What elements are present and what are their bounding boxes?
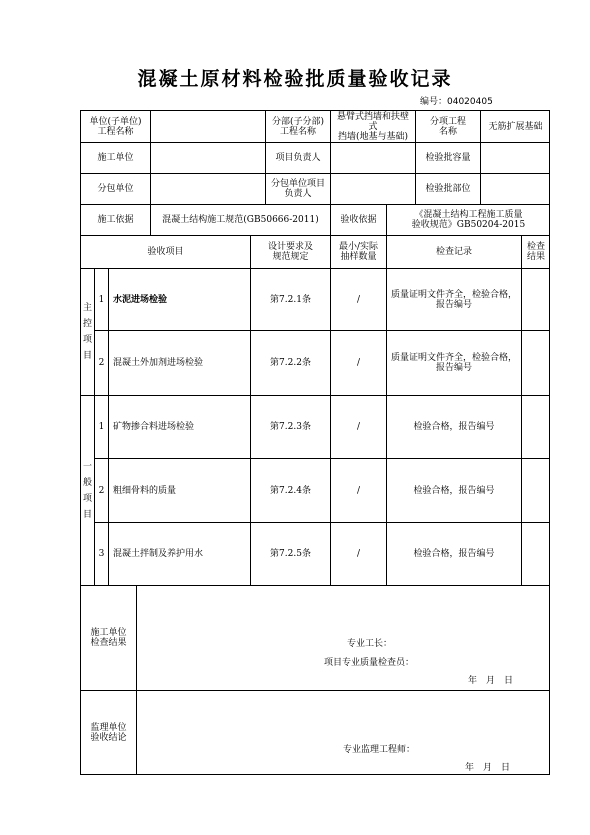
col-record: 检查记录 — [386, 235, 521, 268]
page-title: 混凝土原材料检验批质量验收记录 — [137, 68, 453, 90]
subcontractor-value[interactable] — [150, 173, 265, 204]
row-clause: 第7.2.3条 — [250, 395, 330, 458]
group-main-label: 主 控 项 目 — [80, 268, 94, 395]
location-value[interactable] — [480, 173, 550, 204]
row-result[interactable] — [521, 522, 550, 585]
row-result[interactable] — [521, 268, 550, 330]
basis-value: 混凝土结构施工规范(GB50666-2011) — [150, 204, 330, 235]
manager-label: 项目负责人 — [265, 142, 330, 173]
row-result[interactable] — [521, 395, 550, 458]
accept-basis-label: 验收依据 — [330, 204, 386, 235]
manager-value[interactable] — [330, 142, 415, 173]
sub-manager-value[interactable] — [330, 173, 415, 204]
contractor-label: 施工单位 — [80, 142, 150, 173]
row-record: 质量证明文件齐全，检验合格， 报告编号 — [386, 330, 521, 395]
contractor-value[interactable] — [150, 142, 265, 173]
row-sample: / — [330, 268, 386, 330]
accept-basis-value: 《混凝土结构工程施工质量 验收规范》GB50204-2015 — [386, 204, 550, 235]
table-bottom-border — [80, 774, 550, 775]
subunit-value: 悬臂式挡墙和扶壁式 挡墙(地基与基础) — [330, 110, 415, 142]
row-name: 混凝土拌制及养护用水 — [108, 522, 250, 585]
record-code: 编号：04020405 — [420, 97, 493, 107]
supervision-date: 年 月 日 — [465, 763, 511, 773]
inspector-signature: 项目专业质量检查员： — [324, 658, 415, 668]
row-clause: 第7.2.2条 — [250, 330, 330, 395]
capacity-label: 检验批容量 — [415, 142, 480, 173]
row-name: 混凝土外加剂进场检验 — [108, 330, 250, 395]
subunit-label: 分部(子分部) 工程名称 — [265, 110, 330, 142]
row-no: 1 — [94, 268, 108, 330]
row-sample: / — [330, 522, 386, 585]
row-clause: 第7.2.5条 — [250, 522, 330, 585]
row-clause: 第7.2.4条 — [250, 458, 330, 522]
unit-value[interactable] — [150, 110, 265, 142]
item-label: 分项工程 名称 — [415, 110, 480, 142]
foreman-signature: 专业工长： — [347, 639, 393, 649]
row-record: 质量证明文件齐全，检验合格， 报告编号 — [386, 268, 521, 330]
engineer-signature: 专业监理工程师： — [343, 745, 416, 755]
construction-check-label: 施工单位 检查结果 — [80, 585, 136, 690]
item-value: 无筋扩展基础 — [480, 110, 550, 142]
location-label: 检验批部位 — [415, 173, 480, 204]
row-record: 检验合格，报告编号 — [386, 458, 521, 522]
capacity-value[interactable] — [480, 142, 550, 173]
construction-date: 年 月 日 — [468, 676, 514, 686]
row-record: 检验合格，报告编号 — [386, 395, 521, 458]
row-sample: / — [330, 458, 386, 522]
col-item: 验收项目 — [80, 235, 250, 268]
sub-manager-label: 分包单位项目 负责人 — [265, 173, 330, 204]
col-design: 设计要求及 规范规定 — [250, 235, 330, 268]
row-sample: / — [330, 330, 386, 395]
row-no: 2 — [94, 458, 108, 522]
row-sample: / — [330, 395, 386, 458]
row-no: 2 — [94, 330, 108, 395]
row-no: 3 — [94, 522, 108, 585]
group-general-label: 一 般 项 目 — [80, 395, 94, 585]
row-record: 检验合格，报告编号 — [386, 522, 521, 585]
unit-label: 单位(子单位) 工程名称 — [80, 110, 150, 142]
subcontractor-label: 分包单位 — [80, 173, 150, 204]
row-name: 粗细骨料的质量 — [108, 458, 250, 522]
row-name: 矿物掺合料进场检验 — [108, 395, 250, 458]
row-result[interactable] — [521, 458, 550, 522]
row-result[interactable] — [521, 330, 550, 395]
row-name: 水泥进场检验 — [108, 268, 250, 330]
col-sample: 最小/实际 抽样数量 — [330, 235, 386, 268]
supervision-label: 监理单位 验收结论 — [80, 690, 136, 775]
row-clause: 第7.2.1条 — [250, 268, 330, 330]
basis-label: 施工依据 — [80, 204, 150, 235]
table-right-border — [549, 110, 550, 775]
col-result: 检查 结果 — [521, 235, 550, 268]
row-no: 1 — [94, 395, 108, 458]
